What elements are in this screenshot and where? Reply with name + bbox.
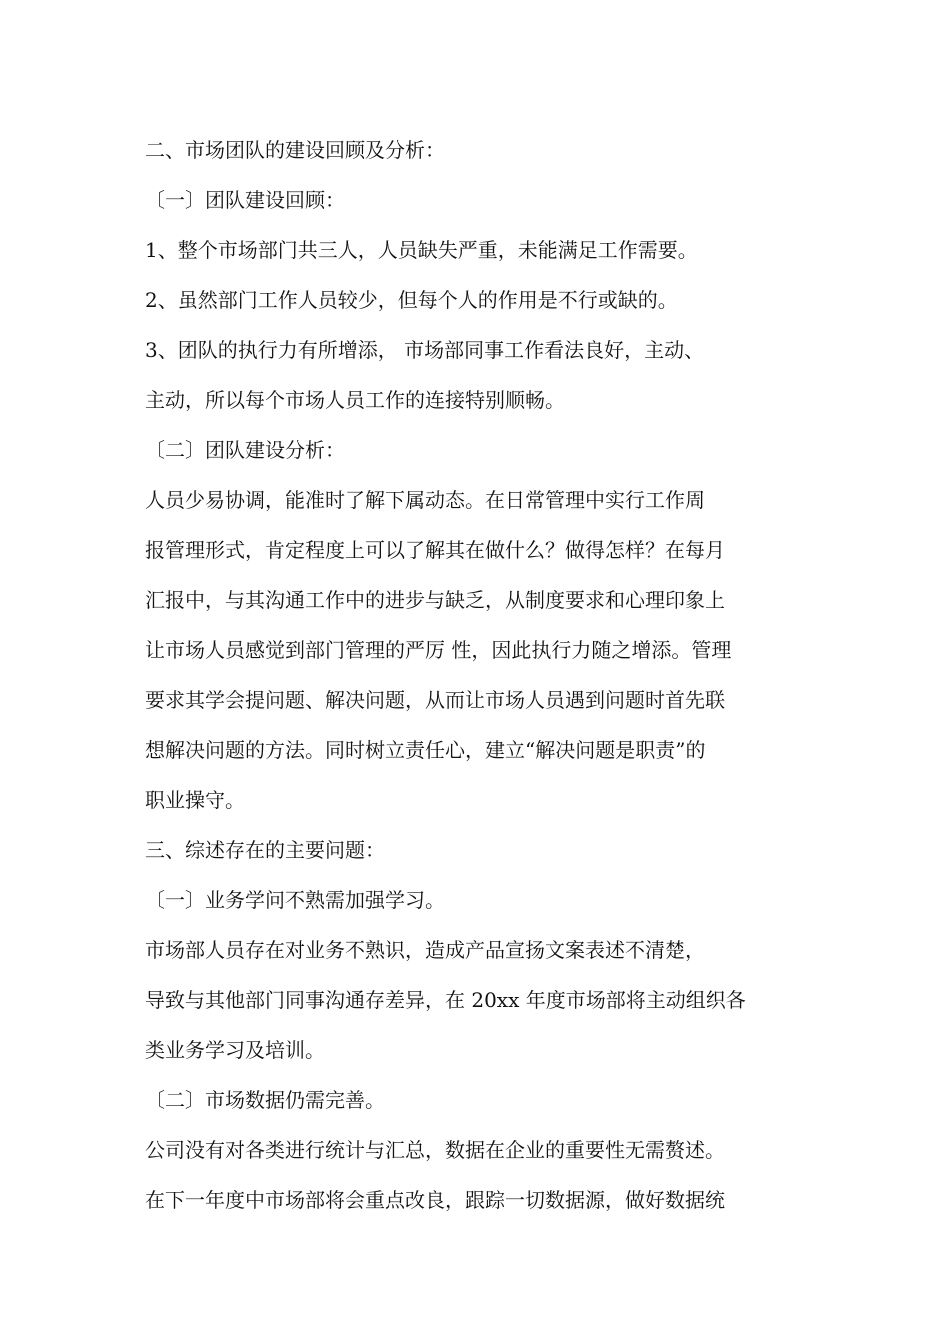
text-line: 报管理形式，肯定程度上可以了解其在做什么？做得怎样？在每月 [145, 538, 725, 562]
section-heading-3: 三、综述存在的主要问题： [145, 838, 385, 862]
section-heading-2: 二、市场团队的建设回顾及分析： [145, 138, 445, 162]
text-line: 要求其学会提问题、解决问题，从而让市场人员遇到问题时首先联 [145, 688, 725, 712]
text-line: 人员少易协调，能准时了解下属动态。在日常管理中实行工作周 [145, 488, 705, 512]
subsection-heading-team-analysis: 〔二〕团队建设分析： [145, 438, 345, 462]
text-line: 在下一年度中市场部将会重点改良，跟踪一切数据源，做好数据统 [145, 1188, 725, 1212]
list-item-2: 2、虽然部门工作人员较少，但每个人的作用是不行或缺的。 [145, 288, 678, 312]
text-line: 主动，所以每个市场人员工作的连接特别顺畅。 [145, 388, 565, 412]
subsection-heading-market-data: 〔二〕市场数据仍需完善。 [145, 1088, 385, 1112]
text-line: 让市场人员感觉到部门管理的严厉 性，因此执行力随之增添。管理 [145, 638, 732, 662]
subsection-heading-business-knowledge: 〔一〕业务学问不熟需加强学习。 [145, 888, 445, 912]
list-item-1: 1、整个市场部门共三人，人员缺失严重，未能满足工作需要。 [145, 238, 698, 262]
text-line: 职业操守。 [145, 788, 245, 812]
text-line: 公司没有对各类进行统计与汇总，数据在企业的重要性无需赘述。 [145, 1138, 725, 1162]
list-item-3: 3、团队的执行力有所增添， 市场部同事工作看法良好，主动、 [145, 338, 705, 362]
text-line: 导致与其他部门同事沟通存差异，在 20xx 年度市场部将主动组织各 [145, 988, 746, 1012]
text-line: 想解决问题的方法。同时树立责任心，建立“解决问题是职责”的 [145, 738, 706, 762]
text-line: 类业务学习及培训。 [145, 1038, 325, 1062]
text-line: 汇报中，与其沟通工作中的进步与缺乏，从制度要求和心理印象上 [145, 588, 725, 612]
text-line: 市场部人员存在对业务不熟识，造成产品宣扬文案表述不清楚， [145, 938, 705, 962]
subsection-heading-team-review: 〔一〕团队建设回顾： [145, 188, 345, 212]
